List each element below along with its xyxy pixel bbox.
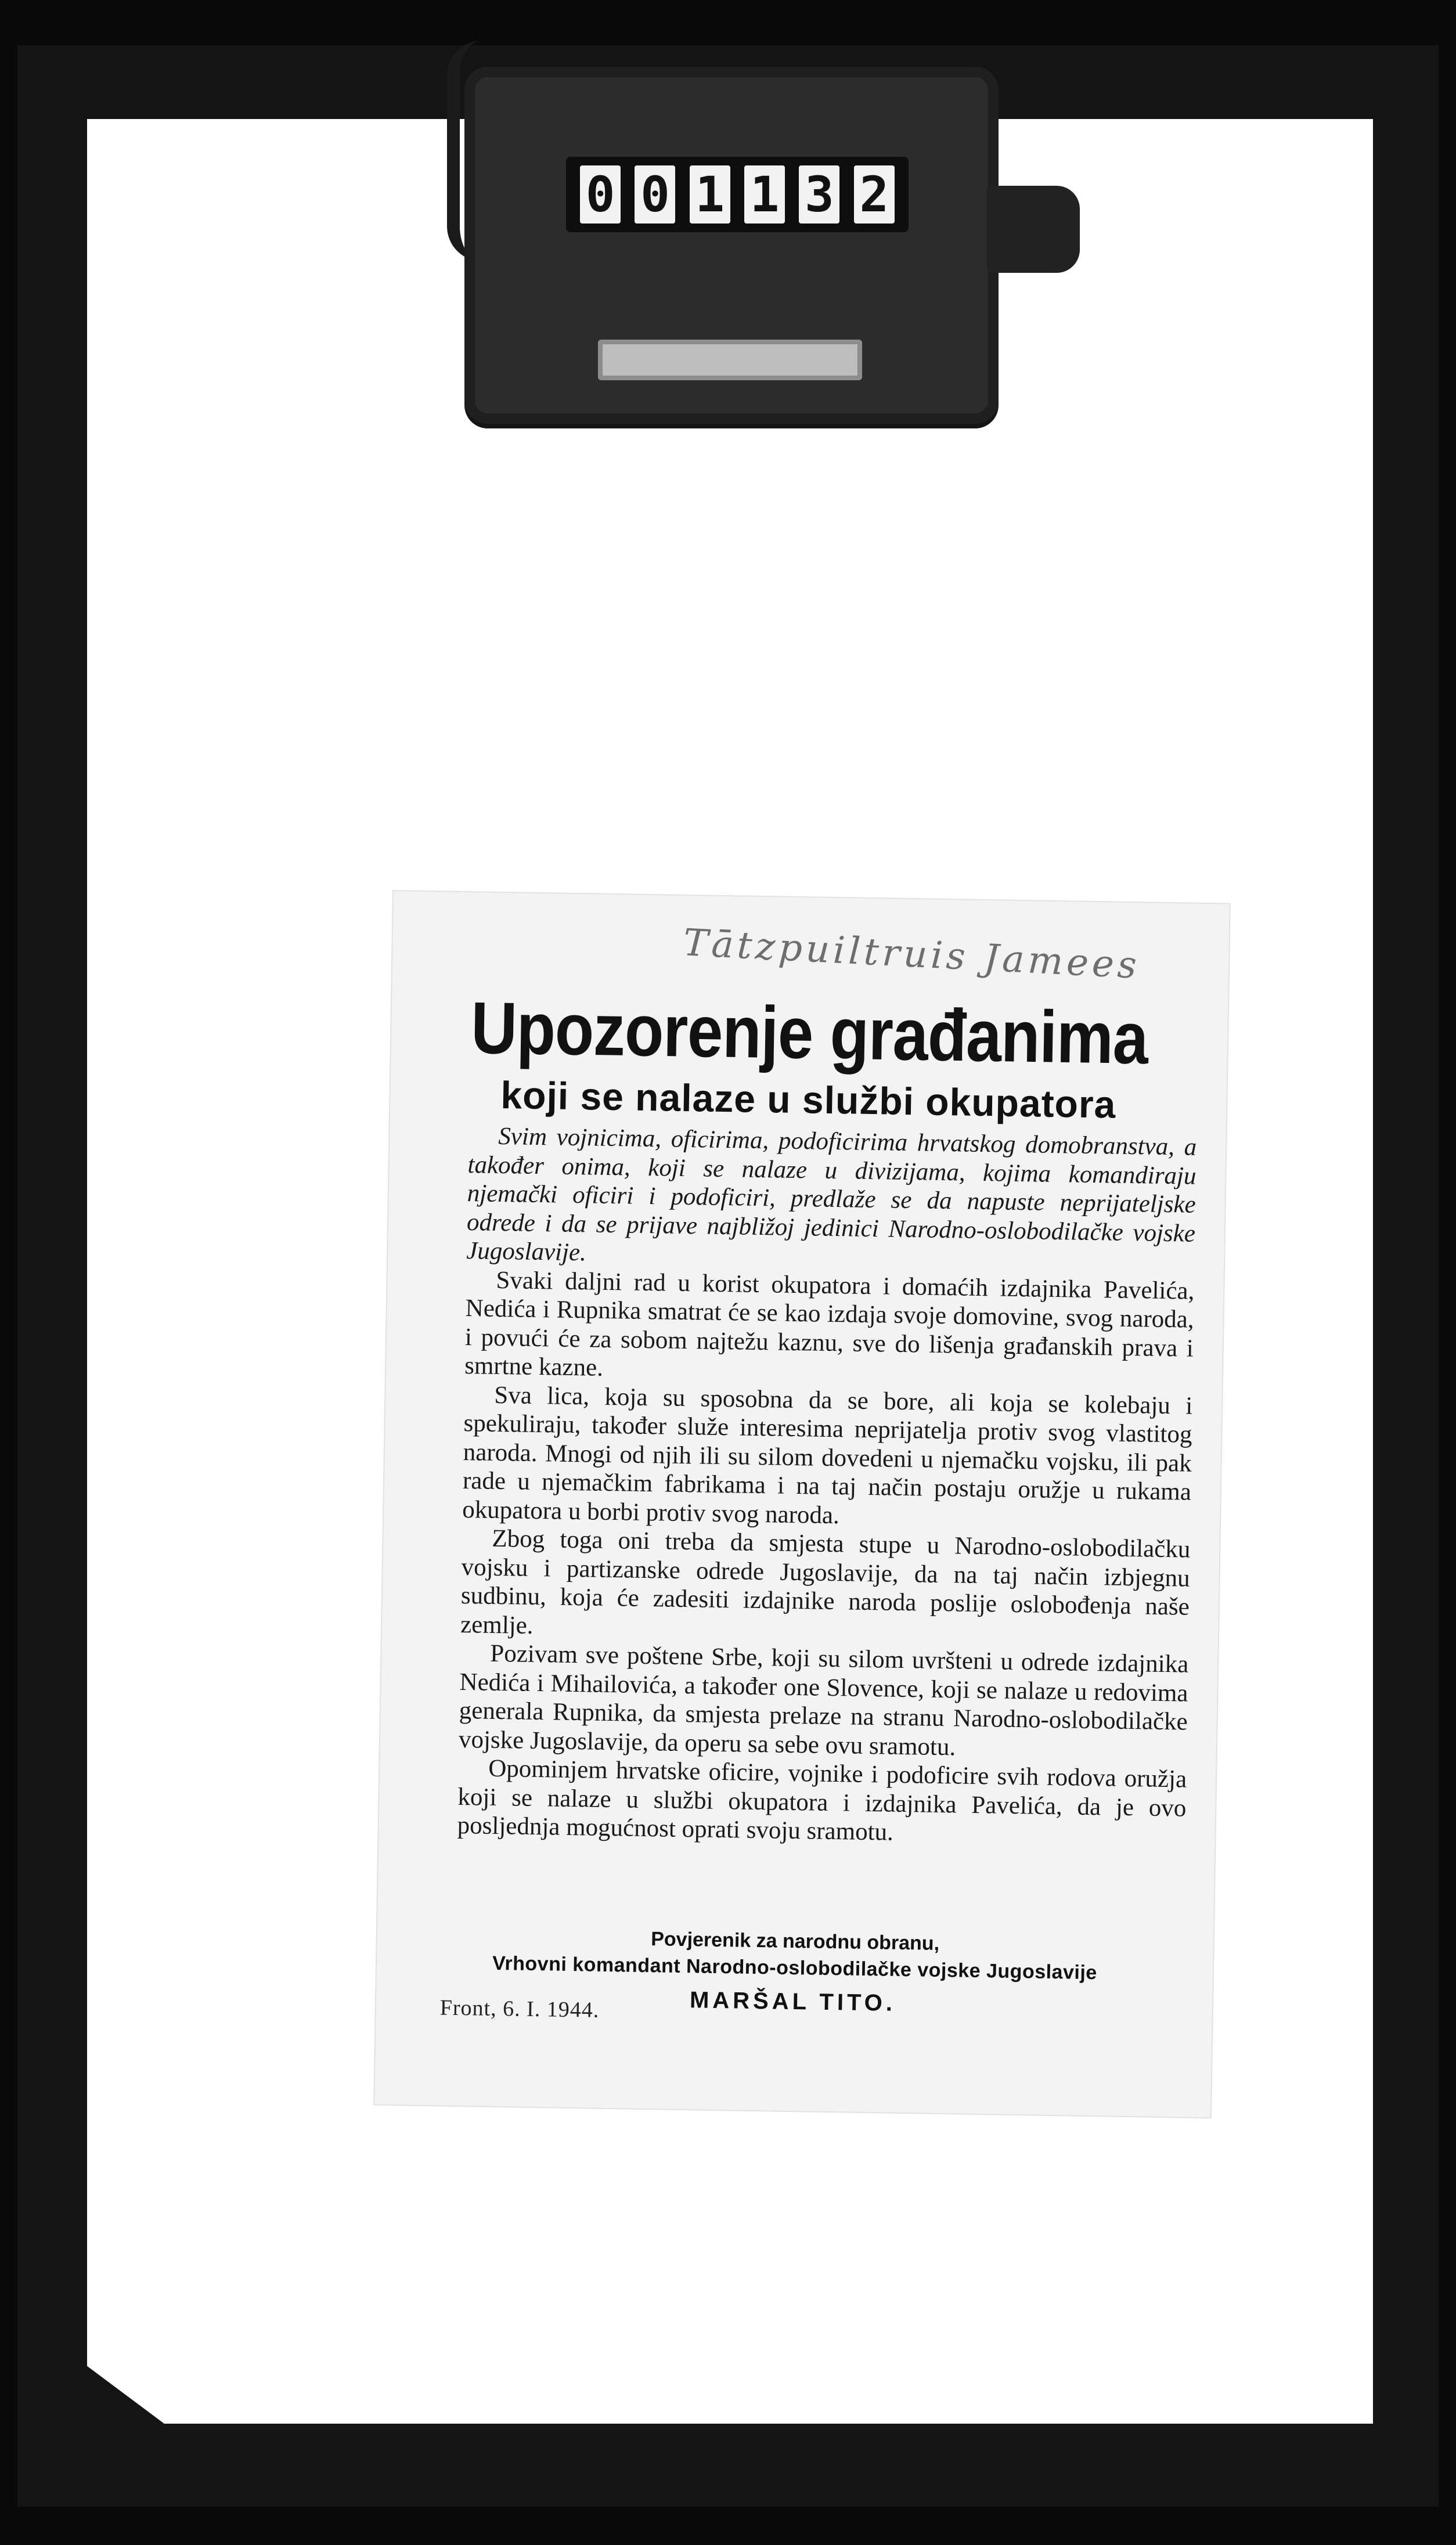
counter-knob bbox=[987, 186, 1080, 273]
signature-title: Povjerenik za narodnu obranu, bbox=[650, 1928, 940, 1955]
counter-digit: 0 bbox=[580, 165, 621, 224]
paragraph: Svim vojnicima, oficirima, podoficirima hrvatskog domobranstva, a također onima, koji se nalaze u divizijama, kojima komandiraju njemački oficiri i podoficiri, predlaže se da napuste neprijateljske odrede i da se prijave najbližoj jedinici Narodno-oslobodilačke vojske Jugoslavije. bbox=[466, 1122, 1197, 1267]
counter-display bbox=[566, 157, 909, 232]
paragraph: Opominjem hrvatske oficire, vojnike i podoficire svih rodova oružja koji se nalaze u službi okupatora i izdajnika Pavelića, da je ovo posljednja mogućnost oprati svoju sramotu. bbox=[457, 1754, 1187, 1846]
paragraph: Zbog toga oni treba da smjesta stupe u Narodno-oslobodilačku vojsku i partizanske odrede Jugoslavije, da na taj način izbjegnu sudbinu, koja će zadesiti izdajnike naroda poslije oslobođenja naše zemlje. bbox=[460, 1524, 1191, 1639]
signature-block bbox=[377, 1922, 1213, 1988]
counter-digit: 3 bbox=[799, 165, 839, 224]
leaflet-body bbox=[457, 1122, 1196, 1851]
handwritten-note: Tātzpuiltruis Jamees bbox=[682, 921, 1141, 987]
counter-digit: 1 bbox=[744, 165, 785, 224]
counter-digit: 0 bbox=[635, 165, 675, 224]
paragraph: Svaki daljni rad u korist okupatora i domaćih izdajnika Pavelića, Nedića i Rupnika smatrat će se kao izdaja svoje domovine, svog naroda, i povući će za sobom najtežu kaznu, sve do lišenja građanskih prava i smrtne kazne. bbox=[464, 1266, 1195, 1382]
signature-role: Vrhovni komandant Narodno-oslobodilačke vojske Jugoslavije bbox=[492, 1952, 1098, 1984]
place-date: Front, 6. I. 1944. bbox=[439, 1995, 600, 2023]
counter-digit: 2 bbox=[854, 165, 895, 224]
leaflet-title: Upozorenje građanima bbox=[470, 986, 1149, 1080]
paragraph: Pozivam sve poštene Srbe, koji su silom uvršteni u odrede izdajnika Nedića i Mihailovića, a također one Slovence, koji se nalaze u redovima generala Rupnika, da smjesta prelaze na stranu Narodno-oslobodilačke vojske Jugoslavije, da operu sa sebe ovu sramotu. bbox=[458, 1639, 1189, 1761]
leaflet-subtitle: koji se nalaze u službi okupatora bbox=[500, 1073, 1116, 1126]
counter-nameplate bbox=[598, 340, 862, 380]
leaflet bbox=[374, 891, 1230, 2117]
signature-name: MARŠAL TITO. bbox=[689, 1987, 896, 2016]
paragraph: Sva lica, koja su sposobna da se bore, ali koja se kolebaju i spekuliraju, također služe interesima neprijatelja protiv svog vlastitog naroda. Mnogi od njih ili su silom dovedeni u njemačku vojsku, ili pak rade u njemačkim fabrikama i na taj način postaju oružje u rukama okupatora u borbi protiv svog naroda. bbox=[462, 1381, 1193, 1529]
counter-digit: 1 bbox=[690, 165, 730, 224]
